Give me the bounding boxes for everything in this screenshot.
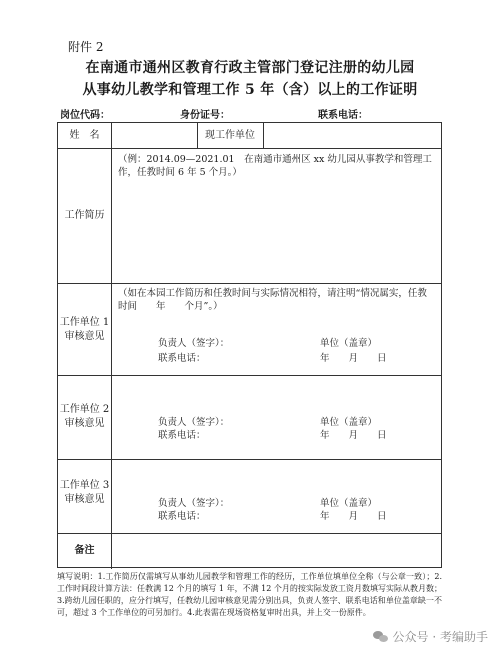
review1-label [58,316,111,344]
id-number-label: 身份证号： [180,110,230,121]
review1-seal: 单位（盖章） [320,338,378,349]
document-title-line1: 在南通市通州区教育行政主管部门登记注册的幼儿园 [85,60,415,76]
review1-date: 年 月 日 [320,353,387,364]
row-divider [58,533,441,534]
review3-label-line2: 审核意见 [64,494,105,505]
row-divider [58,375,441,376]
annex-label: 附件 2 [68,40,104,54]
review1-signer: 负责人（签字）： [158,338,230,349]
review3-seal: 单位（盖章） [320,498,378,509]
post-code-label: 岗位代码： [60,110,110,121]
review2-label-line2: 审核意见 [64,418,105,429]
review3-label [58,479,111,507]
watermark [373,628,488,645]
review2-contact-phone: 联系电话： [158,430,206,441]
certificate-table [57,122,442,568]
row-divider [58,459,441,460]
review1-contact-phone: 联系电话： [158,353,206,364]
review2-signer: 负责人（签字）： [158,417,230,428]
review1-label-line1: 工作单位 1 [59,317,110,328]
review3-label-line1: 工作单位 3 [59,480,110,491]
review2-label [58,403,111,431]
resume-label: 工作简历 [64,210,105,221]
remarks-label: 备注 [74,545,95,556]
row-divider [58,283,441,284]
fill-instructions: 填写说明：1.工作简历仅需填写从事幼儿园教学和管理工作的经历，工作单位填单位全称（与公章一致）；2.工作时间段计算方法：任教满 12 个月的填写 1 年，不满 12 个月的按实际发放工资月数填写实际从教月数；3.跨幼儿园任职的，应分行填写，任教幼儿园审核意见需分别出具，负责人签字、联系电话和单位盖章缺一不可，超过 3 个工作单位的可另加行。4.此表需在现场资格复审时出具，并上交一份原件。 [57,572,442,617]
watermark-text: 公众号 · 考编助手 [392,630,488,644]
name-label: 姓 名 [69,130,100,141]
review2-label-line1: 工作单位 2 [59,404,110,415]
column-divider [111,123,112,569]
resume-example: （例：2014.09—2021.01 在南通市通州区 xx 幼儿园从事教学和管理工作，任教时间 6 年 5 个月。） [118,154,432,178]
column-divider [263,123,264,148]
review3-date: 年 月 日 [320,511,387,522]
wechat-icon [373,631,389,643]
review1-label-line2: 审核意见 [64,331,105,342]
review3-contact-phone: 联系电话： [158,511,206,522]
current-unit-label: 现工作单位 [205,130,255,141]
review2-date: 年 月 日 [320,430,387,441]
phone-label: 联系电话： [318,110,368,121]
review3-signer: 负责人（签字）： [158,498,230,509]
review2-seal: 单位（盖章） [320,417,378,428]
document-title-line2: 从事幼儿教学和管理工作 5 年（含）以上的工作证明 [82,82,418,98]
row-divider [58,148,441,149]
review1-instruction: （如在本园工作简历和任教时间与实际情况相符，请注明“情况属实，任教时间 年 个月”。） [118,288,427,312]
